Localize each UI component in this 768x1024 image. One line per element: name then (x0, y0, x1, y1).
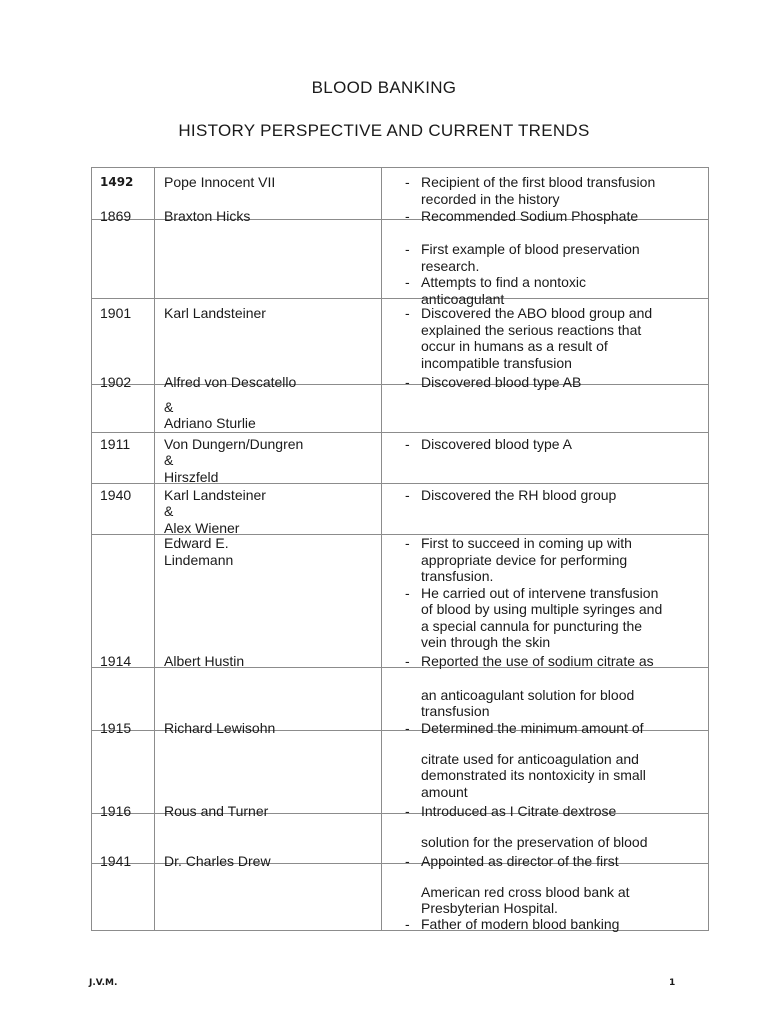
year-text: 1941 (100, 853, 132, 869)
person-name: Karl Landsteiner (164, 487, 266, 503)
event-bullet: - First to succeed in coming up with (382, 535, 632, 552)
name-cell (155, 433, 382, 484)
event-bullet: - Recommended Sodium Phosphate (382, 208, 638, 225)
history-table (91, 167, 709, 931)
event-text: appropriate device for performing (421, 552, 628, 568)
event-text: occur in humans as a result of (421, 338, 608, 354)
person-name: Edward E. (164, 535, 229, 551)
name-cell (155, 864, 382, 931)
year-cell (92, 864, 155, 931)
year-cell (92, 168, 155, 224)
event-text: research. (421, 258, 480, 274)
name-cell (155, 220, 382, 299)
table-row (92, 668, 709, 731)
person-name: Karl Landsteiner (164, 305, 266, 321)
notes-cell (382, 731, 709, 819)
person-name: Hirszfeld (164, 469, 219, 485)
person-name: Rous and Turner (164, 803, 269, 819)
name-cell (155, 299, 382, 390)
event-bullet: - First example of blood preservation (382, 241, 640, 258)
event-bullet: - Discovered the ABO blood group and (382, 305, 652, 322)
person-name: Adriano Sturlie (164, 415, 256, 431)
table-row (92, 484, 709, 535)
event-bullet: - Discovered blood type A (382, 436, 572, 453)
person-name: Dr. Charles Drew (164, 853, 271, 869)
page-title: BLOOD BANKING (311, 78, 457, 97)
event-text: incompatible transfusion (421, 355, 572, 371)
event-text: anticoagulant (421, 291, 505, 307)
person-name: & (164, 452, 174, 468)
event-text: transfusion (421, 703, 490, 719)
footer-initials: J.V.M. (89, 978, 118, 988)
person-name: Alfred von Descatello (164, 374, 297, 390)
table-row (92, 814, 709, 864)
table-row (92, 864, 709, 931)
table-row (92, 433, 709, 484)
year-text: 1911 (100, 436, 131, 452)
notes-cell (382, 864, 709, 931)
year-cell (92, 220, 155, 299)
event-text: of blood by using multiple syringes and (421, 601, 663, 617)
event-text: Presbyterian Hospital. (421, 900, 558, 916)
event-bullet: - Determined the minimum amount of (382, 720, 644, 737)
event-text: an anticoagulant solution for blood (421, 687, 635, 703)
name-cell (155, 731, 382, 819)
event-bullet: - Introduced as I Citrate dextrose (382, 803, 616, 820)
person-name: Lindemann (164, 552, 234, 568)
event-text: American red cross blood bank at (421, 884, 630, 900)
person-name: Richard Lewisohn (164, 720, 276, 736)
notes-cell (382, 535, 709, 668)
event-bullet: - Father of modern blood banking (382, 916, 619, 933)
table-row (92, 299, 709, 385)
year-text: 1940 (100, 487, 132, 503)
person-name: Albert Hustin (164, 653, 245, 669)
table-row (92, 385, 709, 433)
event-text: transfusion. (421, 568, 494, 584)
event-bullet: - Appointed as director of the first (382, 853, 619, 870)
notes-cell (382, 168, 709, 224)
name-cell (155, 814, 382, 869)
name-cell (155, 668, 382, 736)
history-table-body (92, 168, 709, 931)
notes-cell (382, 299, 709, 390)
year-text: 1492 (100, 175, 134, 189)
year-cell (92, 299, 155, 390)
event-text: citrate used for anticoagulation and (421, 751, 639, 767)
year-cell (92, 668, 155, 736)
person-name: Von Dungern/Dungren (164, 436, 304, 452)
year-text: 1869 (100, 208, 132, 224)
event-bullet: - Attempts to find a nontoxic (382, 274, 586, 291)
notes-cell (382, 814, 709, 869)
year-text: 1914 (100, 653, 132, 669)
event-text: a special cannula for puncturing the (421, 618, 643, 634)
footer-page-number: 1 (669, 978, 676, 988)
event-bullet: - He carried out of intervene transfusion (382, 585, 658, 602)
event-bullet: - Recipient of the first blood transfusion (382, 174, 655, 191)
notes-cell (382, 484, 709, 535)
event-text: solution for the preservation of blood (421, 834, 648, 850)
year-text: 1916 (100, 803, 132, 819)
table-row (92, 731, 709, 814)
year-text: 1915 (100, 720, 132, 736)
person-name: & (164, 503, 174, 519)
event-text: vein through the skin (421, 634, 551, 650)
event-text: recorded in the history (421, 191, 560, 207)
year-cell (92, 385, 155, 433)
person-name: Braxton Hicks (164, 208, 251, 224)
name-cell (155, 484, 382, 535)
notes-cell (382, 668, 709, 736)
year-cell (92, 433, 155, 484)
event-text: explained the serious reactions that (421, 322, 642, 338)
event-bullet: - Reported the use of sodium citrate as (382, 653, 654, 670)
event-text: demonstrated its nontoxicity in small (421, 767, 646, 783)
name-cell (155, 385, 382, 433)
name-cell (155, 535, 382, 668)
page-subtitle: HISTORY PERSPECTIVE AND CURRENT TRENDS (178, 121, 590, 140)
person-name: & (164, 399, 174, 415)
event-text: amount (421, 784, 468, 800)
event-bullet: - Discovered blood type AB (382, 374, 581, 391)
event-bullet: - Discovered the RH blood group (382, 487, 616, 504)
year-cell (92, 814, 155, 869)
person-name: Pope Innocent VII (164, 174, 276, 190)
name-cell (155, 168, 382, 224)
notes-cell (382, 433, 709, 484)
notes-cell (382, 220, 709, 307)
year-cell (92, 535, 155, 668)
year-cell (92, 731, 155, 819)
table-row (92, 168, 709, 220)
year-text: 1901 (100, 305, 132, 321)
person-name: Alex Wiener (164, 520, 240, 536)
table-row (92, 535, 709, 668)
table-row (92, 220, 709, 299)
notes-cell (382, 385, 709, 433)
year-cell (92, 484, 155, 535)
year-text: 1902 (100, 374, 132, 390)
